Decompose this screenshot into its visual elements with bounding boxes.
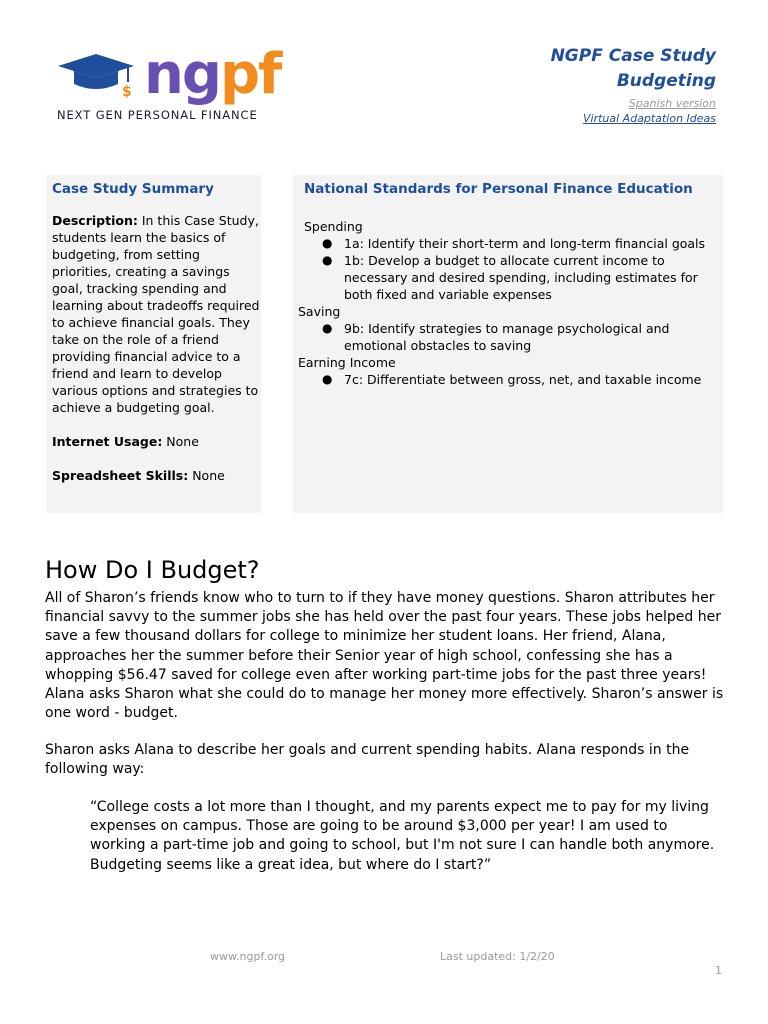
- standards-title: National Standards for Personal Finance Education: [304, 181, 693, 197]
- document-header: [551, 44, 716, 126]
- spreadsheet-skills-value: None: [188, 468, 225, 483]
- logo-tagline: NEXT GEN PERSONAL FINANCE: [57, 108, 258, 122]
- summary-description: [52, 212, 260, 416]
- summary-body: [52, 212, 260, 501]
- case-study-title: NGPF Case Study: [550, 46, 716, 66]
- description-label: Description:: [52, 213, 138, 228]
- virtual-adaptation-link[interactable]: Virtual Adaptation Ideas: [583, 112, 716, 125]
- story-paragraph-2: Sharon asks Alana to describe her goals and current spending habits. Alana responds in the following way:: [45, 742, 690, 778]
- standard-item: [298, 252, 709, 303]
- svg-text:$: $: [122, 84, 132, 100]
- case-study-summary-box: [46, 175, 261, 513]
- logo-ng: ng: [144, 42, 220, 107]
- alana-quote: “College costs a lot more than I thought, and my parents expect me to pay for my living expenses on campus. Those are going to be around $3,000 per year! I am used to working a part-time job and going to school, but I'm not sure I can handle both anymore. Budgeting seems like a great idea, but where do I start?”: [90, 799, 715, 873]
- standard-text: 1a: Identify their short-term and long-term financial goals: [344, 236, 706, 251]
- description-text: In this Case Study, students learn the basics of budgeting, from setting priorities, creating a savings goal, tracking spending and learning about tradeoffs required to achieve financial goals. They take on the role of a friend providing financial advice to a friend and learn to develop various options and strategies to achieve a budgeting goal.: [52, 213, 260, 415]
- graduation-cap-icon: [56, 46, 140, 106]
- standard-item: [298, 235, 709, 252]
- standard-item: [298, 371, 709, 388]
- summary-title: Case Study Summary: [52, 181, 214, 197]
- summary-internet-usage: [52, 433, 260, 450]
- standards-list: [298, 218, 718, 388]
- standard-text: 9b: Identify strategies to manage psychological and emotional obstacles to saving: [344, 321, 670, 353]
- summary-spreadsheet-skills: [52, 467, 260, 484]
- story-paragraph-1: All of Sharon’s friends know who to turn to if they have money questions. Sharon attributes her financial savvy to the summer jobs she has held over the past four years. These jobs helped her save a few thousand dollars for college to minimize her student loans. Her friend, Alana, approaches her the summer before their Senior year of high school, confessing she has a whopping $56.47 saved for college even after working part-time jobs for the past three years! Alana asks Sharon what she could do to manage her money more effectively. Sharon’s answer is one word - budget.: [45, 590, 724, 722]
- national-standards-box: [293, 175, 723, 513]
- internet-usage-label: Internet Usage:: [52, 434, 163, 449]
- internet-usage-value: None: [162, 434, 199, 449]
- logo-wordmark: [144, 40, 280, 110]
- standards-category-saving: Saving: [298, 304, 341, 319]
- spreadsheet-skills-label: Spreadsheet Skills:: [52, 468, 189, 483]
- bullet-icon: ●: [322, 253, 333, 267]
- footer-url[interactable]: www.ngpf.org: [210, 950, 286, 963]
- standards-category-spending: Spending: [304, 219, 363, 234]
- standard-text: 7c: Differentiate between gross, net, and taxable income: [344, 372, 702, 387]
- page-heading: How Do I Budget?: [45, 556, 260, 584]
- bullet-icon: ●: [322, 372, 333, 386]
- standard-item: [298, 320, 709, 354]
- ngpf-logo: [56, 42, 286, 126]
- bullet-icon: ●: [322, 321, 333, 335]
- standard-text: 1b: Develop a budget to allocate current income to necessary and desired spending, including estimates for both fixed and variable expenses: [344, 253, 698, 302]
- bullet-icon: ●: [322, 236, 333, 250]
- footer-last-updated: Last updated: 1/2/20: [440, 950, 555, 963]
- case-study-topic: Budgeting: [616, 71, 716, 91]
- page-number: 1: [715, 964, 722, 977]
- standards-category-earning-income: Earning Income: [298, 355, 396, 370]
- logo-pf: pf: [219, 42, 281, 107]
- spanish-version-link[interactable]: Spanish version: [628, 97, 716, 110]
